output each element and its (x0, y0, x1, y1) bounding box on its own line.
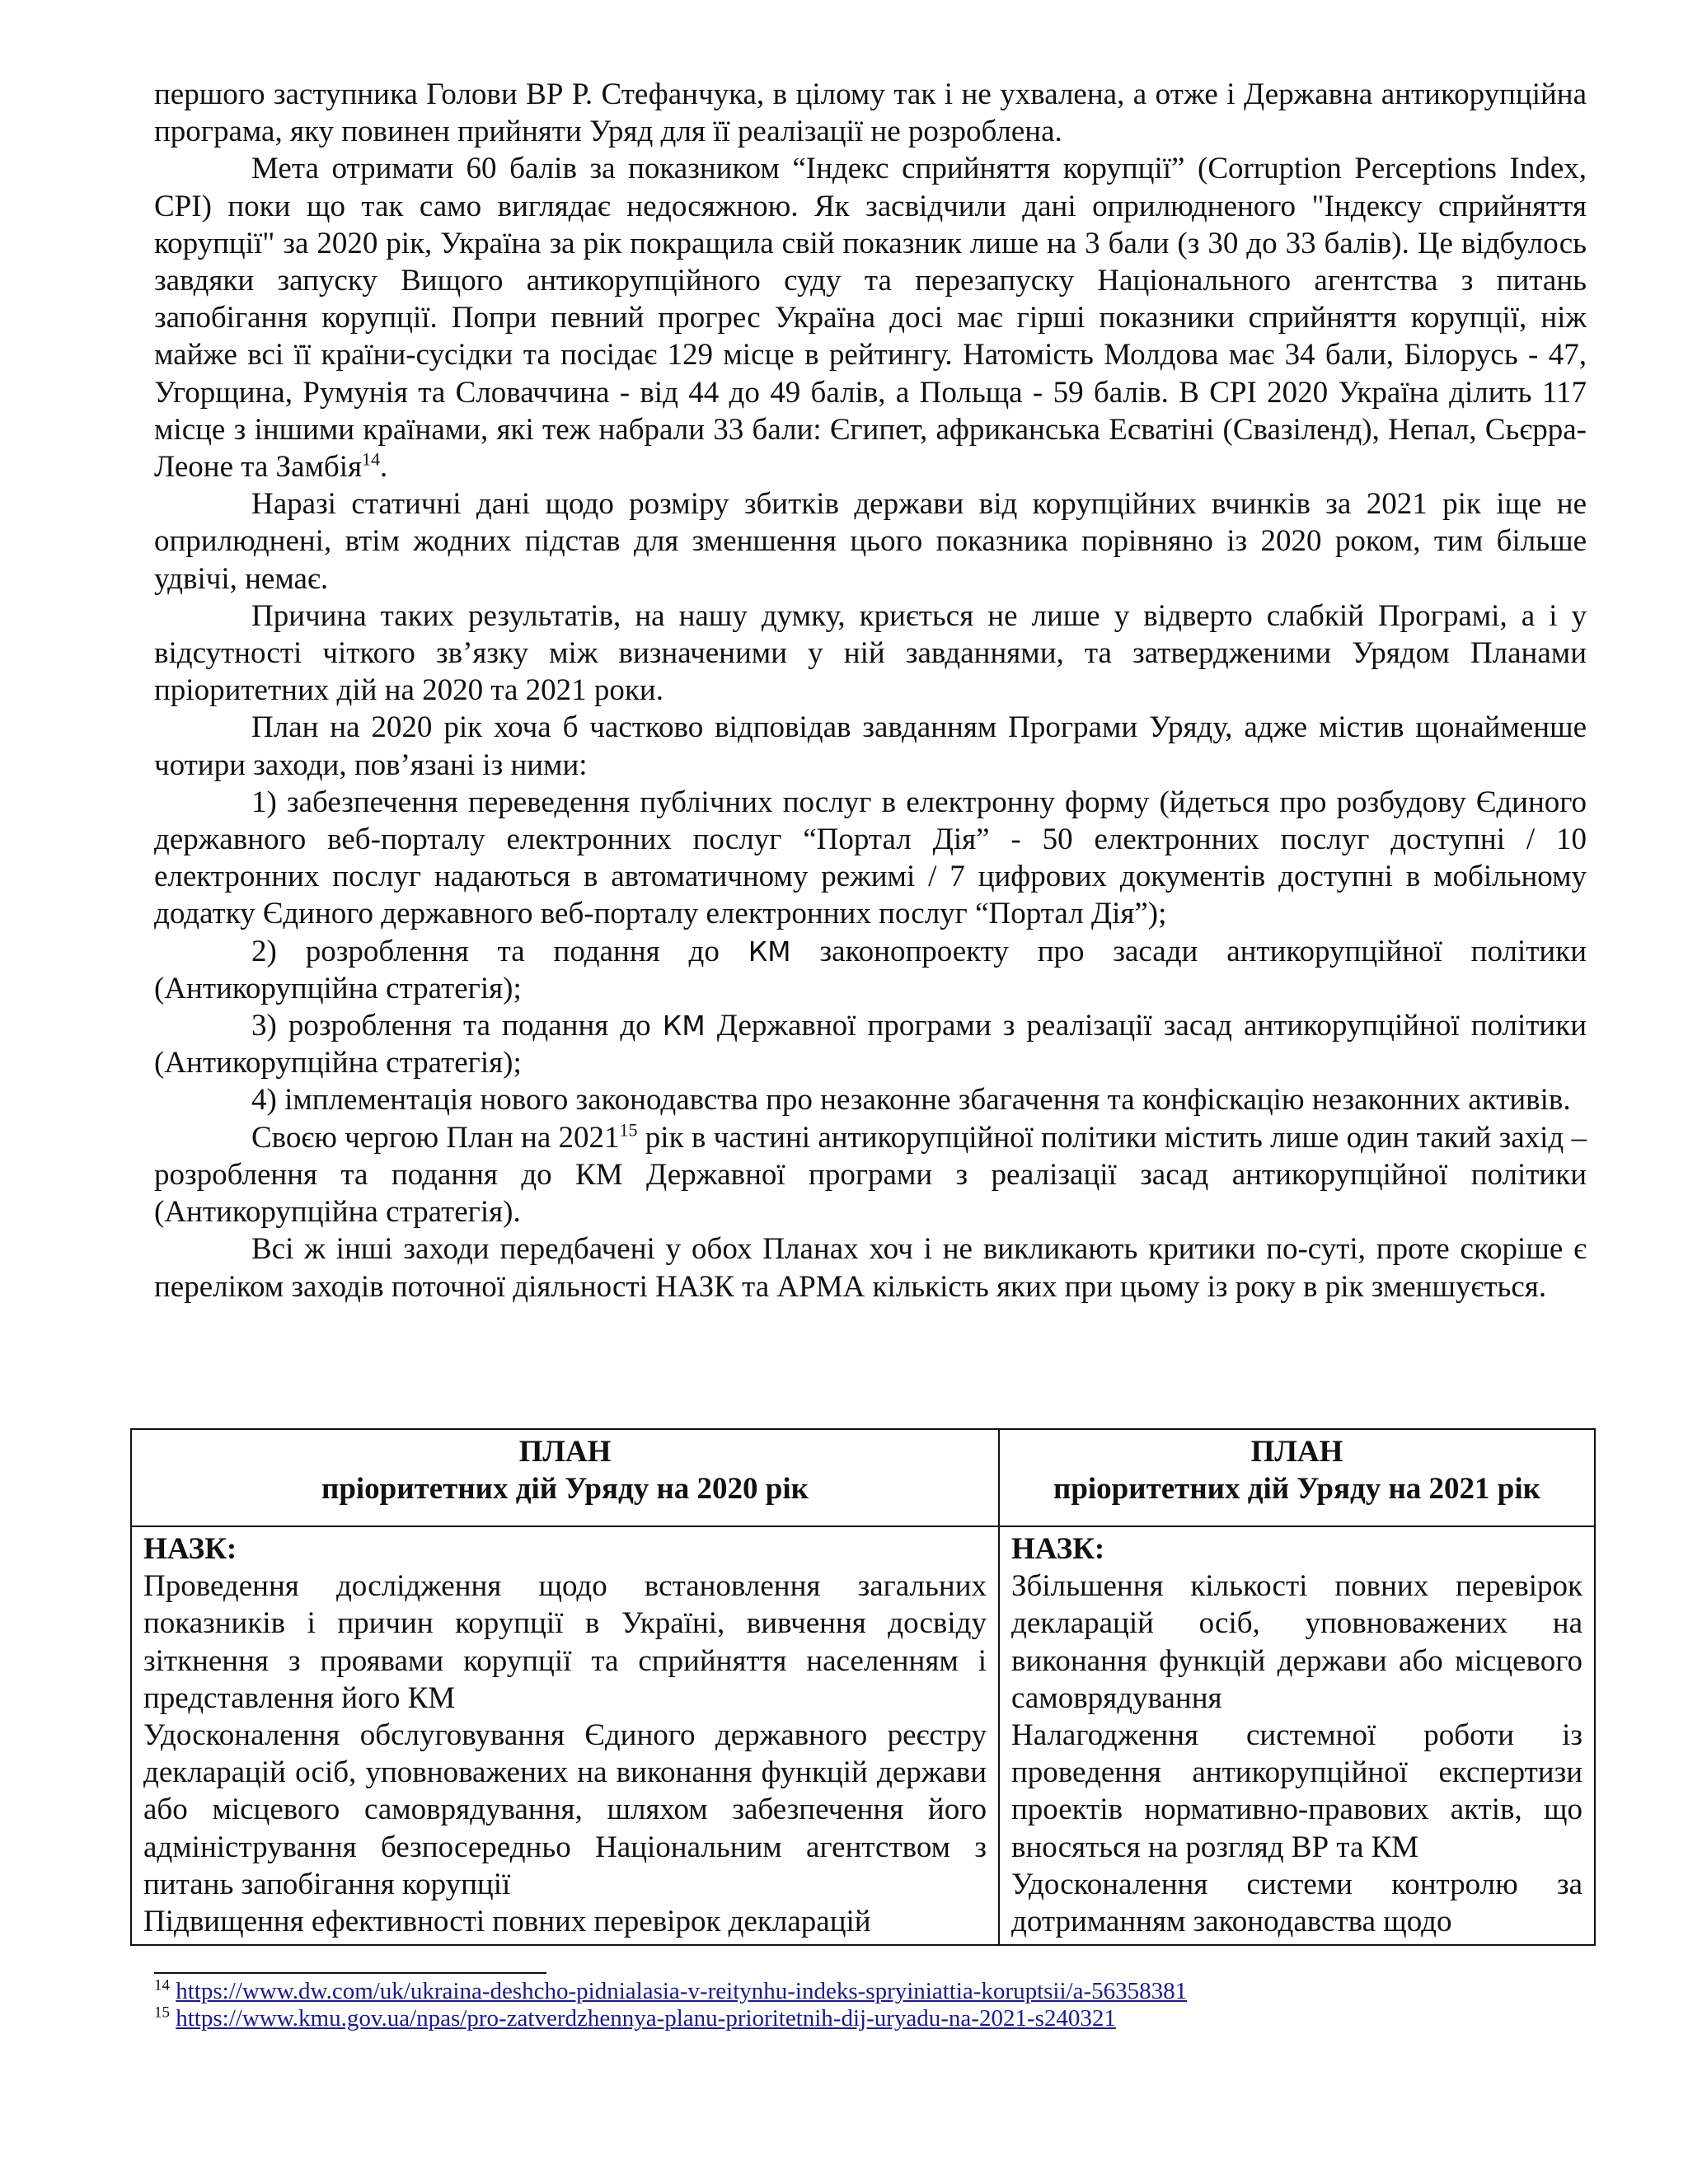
footnote-link[interactable]: https://www.kmu.gov.ua/npas/pro-zatverdzhennya-planu-prioritetnih-dij-uryadu-na-2021-s240321 (176, 2005, 1116, 2032)
paragraph: План на 2020 рік хоча б частково відповідав завданням Програми Уряду, адже містив щонайменше чотири заходи, пов’язані із ними: (154, 710, 1587, 782)
list-item-abbr: КМ (662, 1010, 706, 1043)
table-cell-2021 (999, 1526, 1595, 1945)
header-subtitle: пріоритетних дій Уряду на 2021 рік (1053, 1472, 1540, 1507)
footnote-link[interactable]: https://www.dw.com/uk/ukraina-deshcho-pidnialasia-v-reitynhu-indeks-spryiniattia-koruptsii/a-56358381 (176, 1978, 1188, 2004)
task-item: Удосконалення обслуговування Єдиного державного реєстру декларацій осіб, уповноважених на виконання функцій держави або місцевого самоврядування, шляхом забезпечення його адміністрування безпосередньо Національним агентством з питань запобігання корупції (143, 1718, 987, 1901)
paragraph-plan-2021 (154, 1119, 1587, 1231)
task-item: Проведення дослідження щодо встановлення загальних показників і причин корупції в Україні, вивчення досвіду зіткнення з проявами корупції та сприйняття населенням і представлення його КМ (143, 1569, 987, 1715)
paragraph-text: Мета отримати 60 балів за показником “Індекс сприйняття корупції” (Corruption Perceptions Index, CPI) поки що так само виглядає недосяжною. Як засвідчили дані оприлюдненого "Індексу сприйняття корупції" за 2020 рік, Україна за рік покращила свій показник лише на 3 бали (з 30 до 33 балів). Це відбулось завдяки запуску Вищого антикорупційного суду та перезапуску Національного агентства з питань запобігання корупції. Попри певний прогрес Україна досі має гірші показники сприйняття корупції, ніж майже всі її країни-сусідки та посідає 129 місце в рейтингу. Натомість Молдова має 34 бали, Білорусь - 47, Угорщина, Румунія та Словаччина - від 44 до 49 балів, а Польща - 59 балів. В CPI 2020 Україна ділить 117 місце з іншими країнами, які теж набрали 33 бали: Єгипет, африканська Есватіні (Свазіленд), Непал, Сьєрра-Леоне та Замбія (154, 152, 1587, 485)
paragraph-text: рік в частині антикорупційної політики містить лише один такий захід – розроблення та подання до КМ Державної програми з реалізації засад антикорупційної політики (Антикорупційна стратегія). (154, 1120, 1587, 1230)
task-item: Підвищення ефективності повних перевірок декларацій (143, 1905, 871, 1939)
paragraph-end: . (380, 450, 388, 485)
table-cell-2020 (131, 1526, 999, 1945)
list-item (154, 933, 1587, 1007)
footnotes (154, 1978, 1587, 2032)
org-label: НАЗК: (143, 1532, 237, 1566)
paragraph: Причина таких результатів, на нашу думку, криється не лише у відверто слабкій Програмі, а і у відсутності чіткого зв’язку між визначеними у ній завданнями, та затвердженими Урядом Планами пріоритетних дій на 2020 та 2021 роки. (154, 598, 1587, 708)
footnote-separator (154, 1972, 546, 1974)
header-title: ПЛАН (518, 1435, 612, 1469)
table-header-2020 (131, 1429, 999, 1526)
table-row (131, 1526, 1595, 1945)
footnote-ref-15[interactable]: 15 (619, 1119, 638, 1141)
footnote-number: 14 (154, 1976, 170, 1994)
document-body (154, 76, 1587, 1305)
org-label: НАЗК: (1011, 1532, 1105, 1566)
paragraph-cpi (154, 150, 1587, 485)
header-subtitle: пріоритетних дій Уряду на 2020 рік (321, 1472, 809, 1507)
task-item: Збільшення кількості повних перевірок декларацій осіб, уповноважених на виконання функцій держави або місцевого самоврядування (1011, 1569, 1582, 1715)
table-header-row (131, 1429, 1595, 1526)
footnote-number: 15 (154, 2004, 170, 2022)
list-item-abbr: КМ (748, 935, 791, 968)
paragraph-text: Своєю чергою План на 2021 (251, 1120, 620, 1155)
table-header-2021 (999, 1429, 1595, 1526)
list-item: 1) забезпечення переведення публічних послуг в електронну форму (йдеться про розбудову Єдиного державного веб-порталу електронних послуг “Портал Дія” - 50 електронних послуг доступні / 10 електронних послуг надаються в автоматичному режимі / 7 цифрових документів доступні в мобільному додатку Єдиного державного веб-порталу електронних послуг “Портал Дія”); (154, 785, 1587, 931)
footnote-15 (154, 2005, 1587, 2032)
list-item (154, 1007, 1587, 1081)
footnote-14 (154, 1978, 1587, 2005)
paragraph: Всі ж інші заходи передбачені у обох Планах хоч і не викликають критики по-суті, проте скоріше є переліком заходів поточної діяльності НАЗК та АРМА кількість яких при цьому із року в рік зменшується. (154, 1232, 1587, 1304)
list-item: 4) імплементація нового законодавства про незаконне збагачення та конфіскацію незаконних активів. (251, 1083, 1571, 1118)
footnote-ref-14[interactable]: 14 (362, 448, 381, 470)
list-item-text: 3) розроблення та подання до (251, 1009, 663, 1043)
header-title: ПЛАН (1250, 1435, 1343, 1469)
list-item-text: Державної програми з реалізації засад антикорупційної політики (Антикорупційна стратегія); (154, 1009, 1587, 1080)
paragraph: першого заступника Голови ВР Р. Стефанчука, в цілому так і не ухвалена, а отже і Державна антикорупційна програма, яку повинен прийняти Уряд для її реалізації не розроблена. (154, 77, 1587, 149)
task-item: Налагодження системної роботи із проведення антикорупційної експертизи проектів нормативно-правових актів, що вносяться на розгляд ВР та КМ (1011, 1718, 1582, 1864)
task-item: Удосконалення системи контролю за дотриманням законодавства щодо (1011, 1867, 1582, 1939)
list-item-text: 2) розроблення та подання до (251, 934, 748, 968)
paragraph: Наразі статичні дані щодо розміру збитків держави від корупційних вчинків за 2021 рік іще не оприлюднені, втім жодних підстав для зменшення цього показника порівняно із 2020 роком, тим більше удвічі, немає. (154, 487, 1587, 596)
list-item-text: законопроекту про засади антикорупційної політики (Антикорупційна стратегія); (154, 934, 1587, 1005)
plans-comparison-table (130, 1428, 1596, 1946)
